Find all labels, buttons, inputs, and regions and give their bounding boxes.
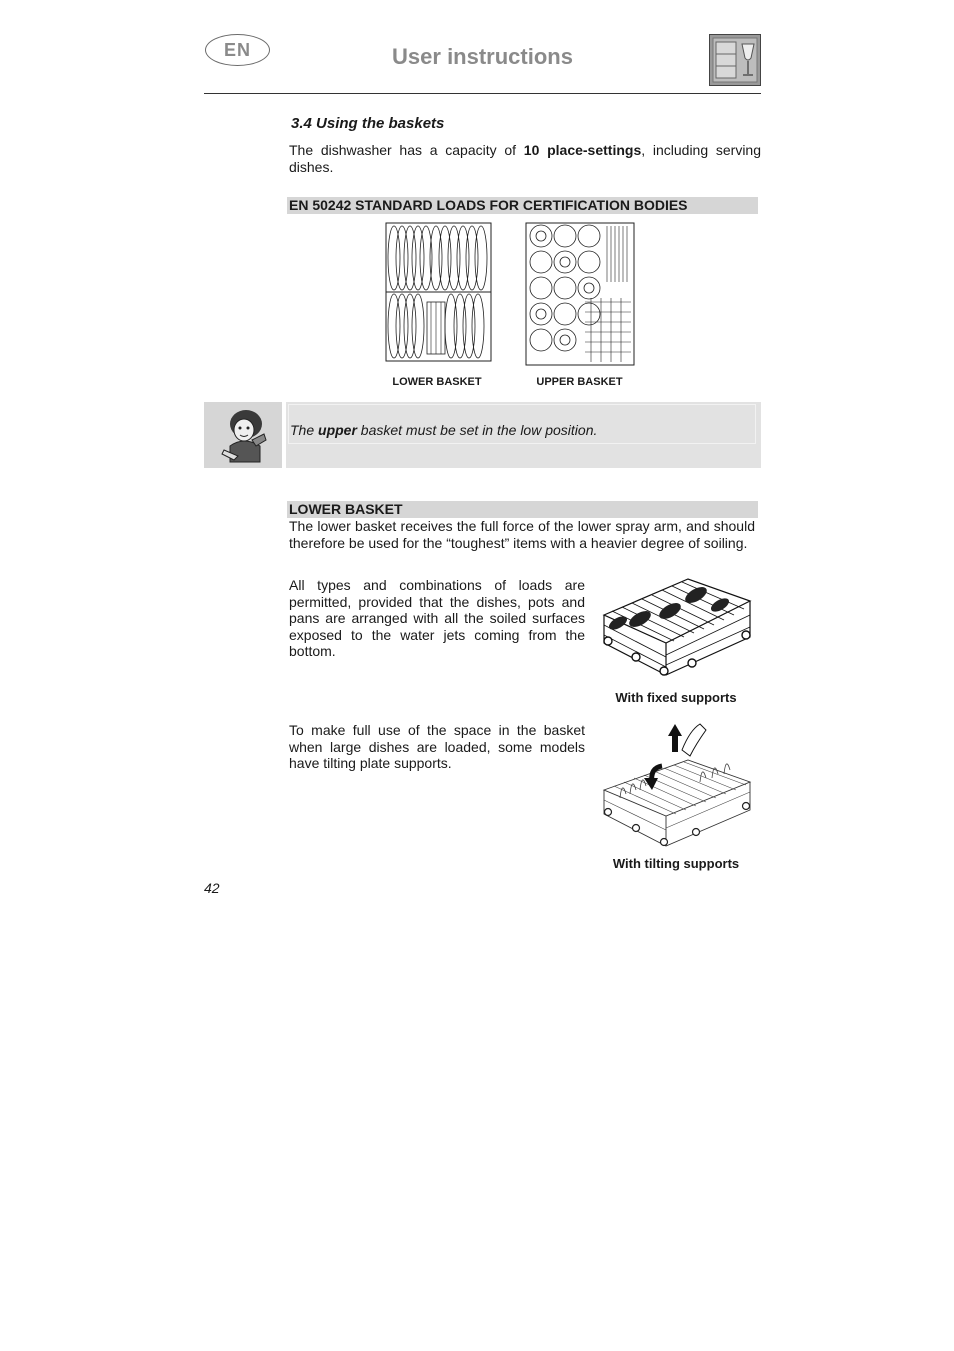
tilting-supports-basket-illustration [600, 720, 752, 848]
capacity-paragraph: The dishwasher has a capacity of 10 place-settings, including serving dishes. [289, 142, 761, 175]
lower-basket-loads-text: All types and combinations of loads are permitted, provided that the dishes, pots and pans are arranged with all the soiled surfaces exposed to the water jets coming from the bottom. [289, 577, 585, 659]
fixed-supports-caption: With fixed supports [615, 690, 737, 705]
fixed-supports-basket-illustration [600, 575, 752, 679]
upper-basket-load-diagram [525, 222, 635, 366]
lower-basket-heading: LOWER BASKET [287, 501, 758, 518]
section-title: 3.4 Using the baskets [291, 115, 445, 132]
lower-basket-intro: The lower basket receives the full force of the lower spray arm, and should therefore be used for the “toughest” items with a heavier degree of soiling. [289, 518, 755, 551]
dishwasher-icon [709, 34, 761, 86]
tilting-supports-caption: With tilting supports [612, 856, 740, 871]
lower-basket-caption: LOWER BASKET [392, 376, 482, 388]
header-divider [204, 93, 761, 94]
language-badge: EN [205, 34, 270, 66]
page-header-title: User instructions [392, 44, 573, 69]
tilting-supports-text: To make full use of the space in the basket when large dishes are loaded, some models have tilting plate supports. [289, 722, 585, 771]
technician-mascot-icon [216, 406, 272, 464]
upper-basket-caption: UPPER BASKET [536, 376, 623, 388]
lower-basket-load-diagram [385, 222, 492, 362]
note-text: The upper basket must be set in the low position. [290, 422, 598, 438]
page-number: 42 [204, 880, 220, 896]
standard-loads-heading: EN 50242 STANDARD LOADS FOR CERTIFICATION BODIES [287, 197, 758, 214]
